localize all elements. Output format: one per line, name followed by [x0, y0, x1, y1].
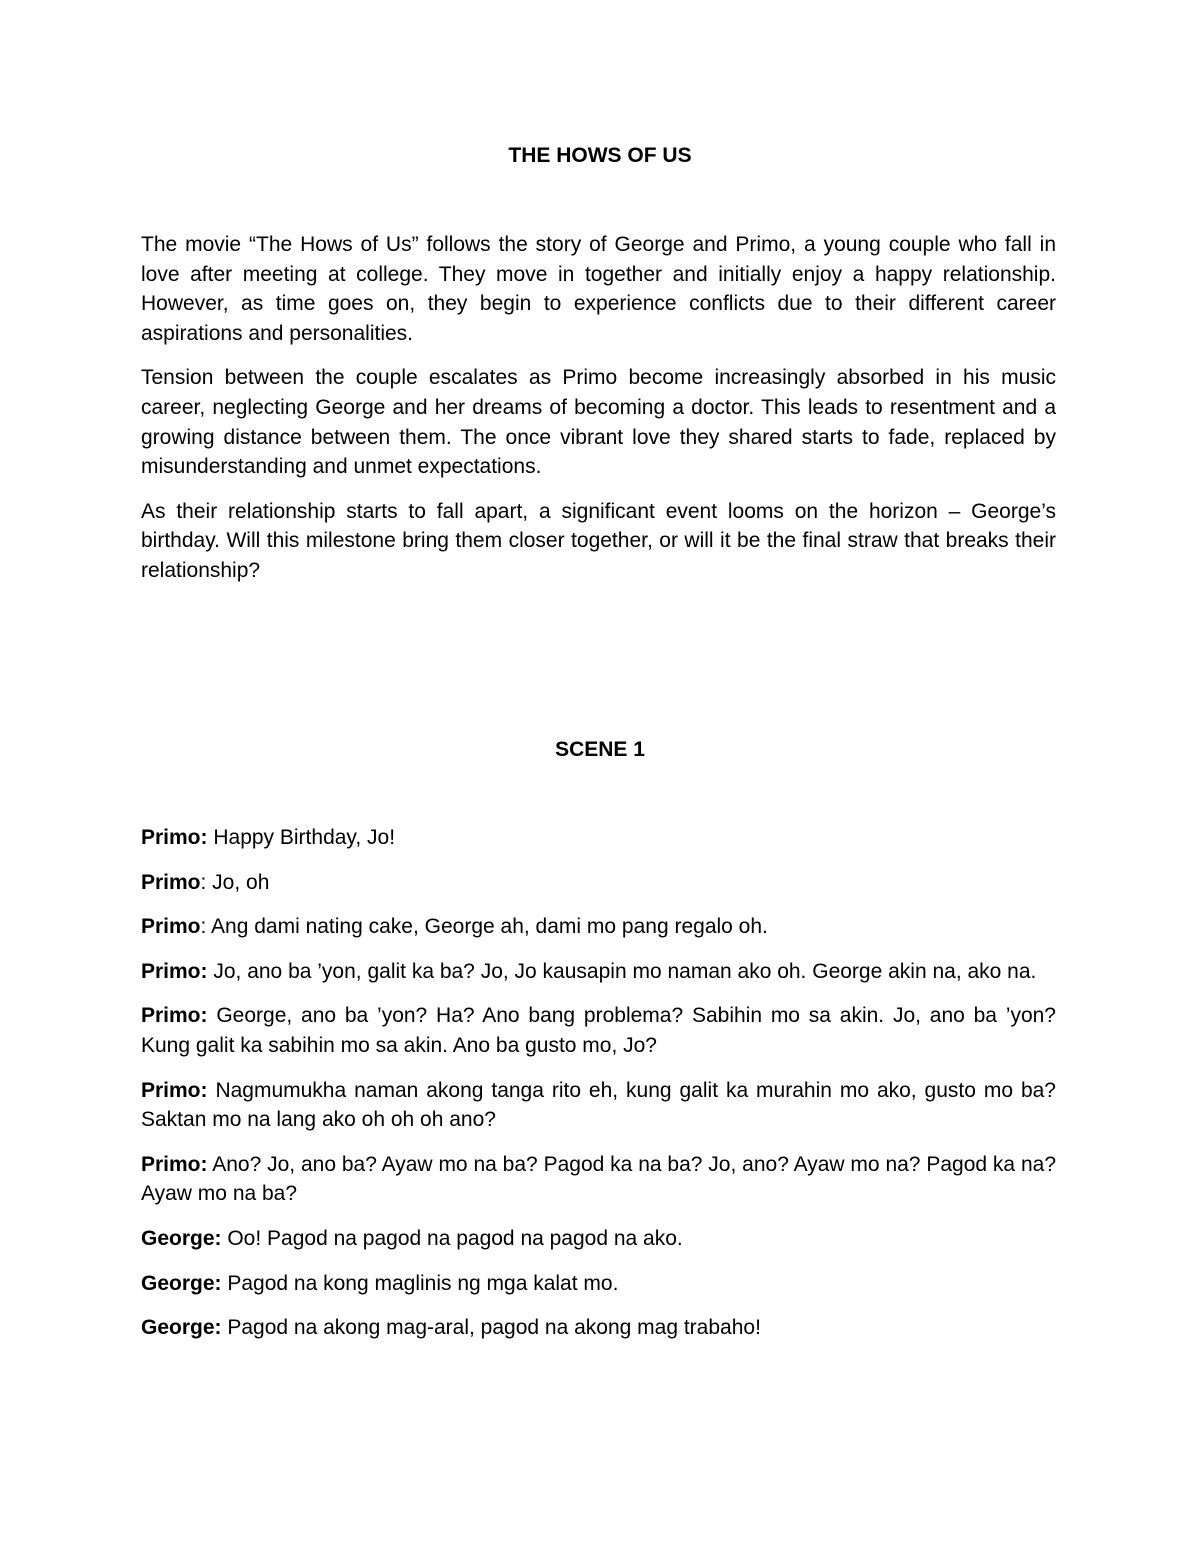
dialogue-text: Ano? Jo, ano ba? Ayaw mo na ba? Pagod ka na ba? Jo, ano? Ayaw mo na? Pagod ka na? Ayaw mo na ba?	[141, 1152, 1056, 1206]
dialogue-line	[141, 912, 1056, 942]
document-title: THE HOWS OF US	[508, 144, 692, 167]
dialogue-text: Happy Birthday, Jo!	[207, 826, 396, 849]
speaker-name: Primo	[141, 870, 201, 894]
synopsis-paragraph: Tension between the couple escalates as Primo become increasingly absorbed in his music career, neglecting George and her dreams of becoming a doctor. This leads to resentment and a growing distance between them. The once vibrant love they shared starts to fade, replaced by misunderstanding and unmet expectations.	[141, 366, 1056, 479]
dialogue-text: : Ang dami nating cake, George ah, dami mo pang regalo oh.	[200, 915, 768, 939]
dialogue-text: Jo, ano ba ’yon, galit ka ba? Jo, Jo kausapin mo naman ako oh. George akin na, ako na.	[207, 959, 1037, 983]
dialogue-line	[141, 957, 1056, 987]
dialogue-line	[141, 1224, 1056, 1254]
dialogue-text: Nagmumukha naman akong tanga rito eh, kung galit ka murahin mo ako, gusto mo ba? Saktan mo na lang ako oh oh oh ano?	[141, 1078, 1056, 1132]
speaker-name: George:	[141, 1271, 222, 1295]
dialogue-text: George, ano ba ’yon? Ha? Ano bang problema? Sabihin mo sa akin. Jo, ano ba ’yon? Kung galit ka sabihin mo sa akin. Ano ba gusto mo, Jo?	[141, 1004, 1056, 1057]
synopsis-paragraph: The movie “The Hows of Us” follows the story of George and Primo, a young couple who fall in love after meeting at college. They move in together and initially enjoy a happy relationship. However, as time goes on, they begin to experience conflicts due to their different career aspirations and personalities.	[141, 233, 1056, 345]
speaker-name: George:	[141, 1316, 222, 1340]
synopsis-section	[141, 230, 1056, 601]
dialogue-section	[141, 823, 1056, 1358]
dialogue-line	[141, 1313, 1056, 1343]
dialogue-line	[141, 1001, 1056, 1060]
dialogue-line	[141, 1076, 1056, 1135]
speaker-name: Primo:	[141, 1004, 208, 1028]
dialogue-text: Oo! Pagod na pagod na pagod na pagod na ako.	[221, 1226, 683, 1250]
synopsis-paragraph: As their relationship starts to fall apart, a significant event looms on the horizon – George’s birthday. Will this milestone bring them closer together, or will it be the final straw that breaks their relationship?	[141, 499, 1056, 582]
dialogue-text: Pagod na akong mag-aral, pagod na akong mag trabaho!	[221, 1316, 761, 1340]
speaker-name: Primo:	[141, 959, 208, 983]
dialogue-line	[141, 1150, 1056, 1209]
speaker-name: George:	[141, 1226, 222, 1250]
dialogue-text: Pagod na kong maglinis ng mga kalat mo.	[221, 1271, 619, 1295]
dialogue-line	[141, 868, 1056, 898]
dialogue-line	[141, 823, 1056, 853]
dialogue-line	[141, 1269, 1056, 1299]
speaker-name: Primo	[141, 915, 201, 939]
speaker-name: Primo:	[141, 1078, 208, 1102]
speaker-name: Primo:	[141, 826, 208, 849]
dialogue-text: : Jo, oh	[200, 870, 270, 894]
scene-title: SCENE 1	[555, 738, 645, 761]
speaker-name: Primo:	[141, 1152, 208, 1176]
